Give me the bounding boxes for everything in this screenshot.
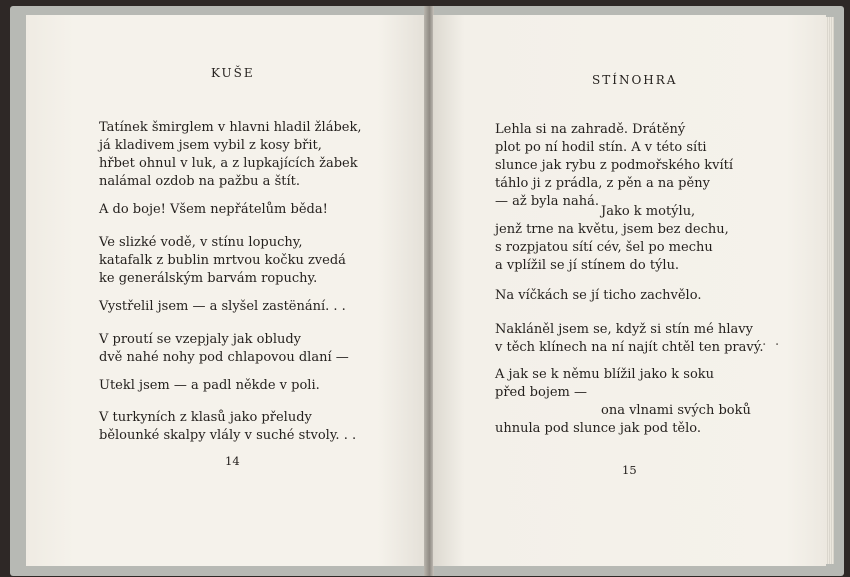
left-stanza-2	[99, 201, 328, 219]
verse-line: táhlo ji z prádla, z pěn a na pěny	[495, 176, 710, 191]
right-page	[433, 15, 826, 566]
verse-line: uhnula pod slunce jak pod tělo.	[495, 421, 702, 436]
left-stanza-1	[99, 119, 361, 191]
verse-line: jenž trne na květu, jsem bez dechu,	[495, 222, 729, 237]
verse-line: Nakláněl jsem se, když si stín mé hlavy	[495, 322, 753, 337]
verse-line: bělounké skalpy vlály v suché stvoly. . .	[99, 428, 357, 443]
right-stanza-2	[495, 203, 729, 275]
verse-line: hřbet ohnul v luk, a z lupkajících žabek	[99, 156, 358, 171]
verse-line: Utekl jsem — a padl někde v poli.	[99, 378, 320, 393]
left-page-number: 14	[225, 454, 240, 468]
verse-line: A jak se k němu blížil jako k soku	[495, 367, 715, 382]
right-stanza-6	[495, 402, 751, 438]
verse-line: Ve slizké vodě, v stínu lopuchy,	[99, 235, 303, 250]
verse-line: ke generálským barvám ropuchy.	[99, 271, 318, 286]
left-stanza-3	[99, 234, 346, 288]
verse-line: Vystřelil jsem — a slyšel zastënání. . .	[99, 299, 346, 314]
left-stanza-4	[99, 298, 346, 316]
page-edges	[826, 17, 834, 564]
verse-line: — až byla nahá.	[495, 194, 599, 209]
verse-line: katafalk z bublin mrtvou kočku zvedá	[99, 253, 346, 268]
verse-line: plot po ní hodil stín. A v této síti	[495, 140, 707, 155]
verse-line: před bojem —	[495, 385, 588, 400]
right-page-number: 15	[622, 463, 637, 477]
verse-line: já kladivem jsem vybil z kosy břit,	[99, 138, 322, 153]
verse-line: nalámal ozdob na pažbu a štít.	[99, 174, 300, 189]
verse-line: Na víčkách se jí ticho zachvělo.	[495, 288, 702, 303]
right-stanza-1	[495, 121, 733, 211]
right-stanza-4	[495, 321, 763, 357]
right-page-title: STÍNOHRA	[592, 73, 678, 87]
right-stanza-5	[495, 366, 714, 402]
verse-line: a vplížil se jí stínem do týlu.	[495, 258, 680, 273]
left-stanza-6	[99, 377, 320, 395]
verse-line: Lehla si na zahradě. Drátěný	[495, 122, 686, 137]
verse-line: dvě nahé nohy pod chlapovou dlaní —	[99, 350, 349, 365]
verse-line: V proutí se vzepjaly jak obludy	[99, 332, 302, 347]
left-stanza-5	[99, 331, 349, 367]
verse-line: v těch klínech na ní najít chtěl ten pravý.	[495, 340, 764, 355]
right-stanza-3	[495, 287, 701, 305]
verse-line: Tatínek šmirglem v hlavni hladil žlábek,	[99, 120, 362, 135]
left-stanza-7	[99, 409, 356, 445]
verse-line: Jako k motýlu,	[601, 204, 696, 219]
verse-line: s rozpjatou sítí cév, šel po mechu	[495, 240, 713, 255]
verse-line: A do boje! Všem nepřátelům běda!	[99, 202, 328, 217]
verse-line: ona vlnami svých boků	[601, 403, 751, 418]
verse-line: slunce jak rybu z podmořského kvítí	[495, 158, 734, 173]
verse-line: V turkyních z klasů jako přeludy	[99, 410, 312, 425]
ellipsis-mark: · ·	[762, 337, 782, 353]
left-page	[26, 15, 426, 566]
left-page-title: KUŠE	[211, 66, 255, 80]
